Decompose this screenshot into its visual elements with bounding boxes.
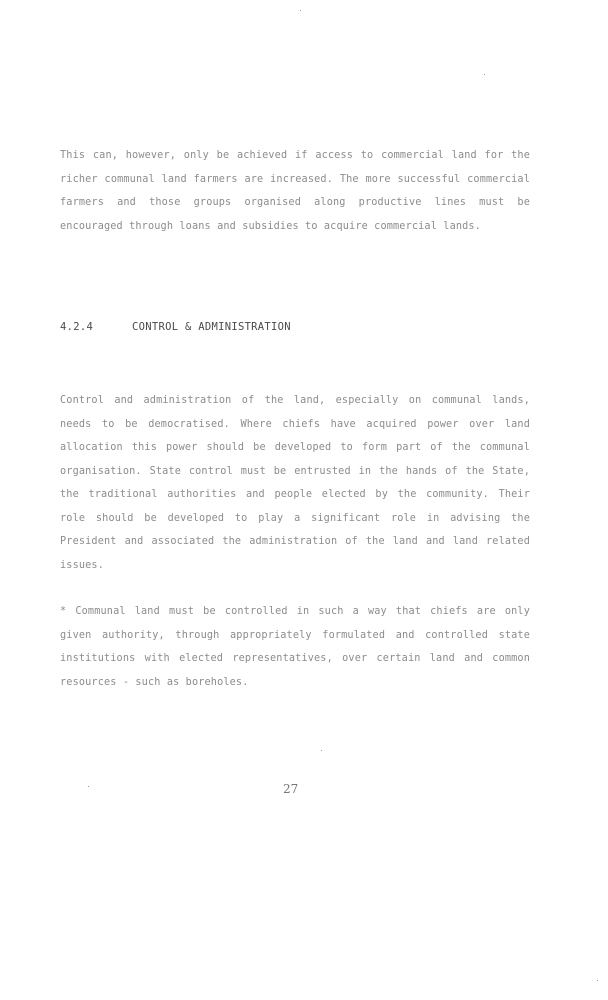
paragraph-control-administration: Control and administration of the land, especially on communal lands, needs to be democratised. Where chiefs have acquired power over land allocation this power should be developed to form part of the communal organisation. State control must be entrusted in the hands of the State, the traditional authorities and people elected by the community. Their role should be developed to play a significant role in advising the President and associated the administration of the land and land related issues.: [60, 395, 530, 571]
scan-speck: [321, 750, 322, 751]
section-heading: [60, 321, 291, 333]
scan-speck: [88, 786, 89, 787]
section-title: CONTROL & ADMINISTRATION: [132, 321, 291, 333]
scan-speck: [300, 10, 301, 11]
paragraph-commercial-land-access: This can, however, only be achieved if access to commercial land for the richer communal land farmers are increased. The more successful commercial farmers and those groups organised along productive lines must be encouraged through loans and subsidies to acquire commercial lands.: [60, 150, 530, 232]
scan-speck: [484, 74, 485, 75]
scan-speck: [597, 980, 598, 981]
section-number: 4.2.4: [60, 321, 94, 333]
page-number: 27: [283, 782, 299, 796]
paragraph-communal-land-bullet: * Communal land must be controlled in such a way that chiefs are only given authority, through appropriately formulated and controlled state institutions with elected representatives, over certain land and common resources - such as boreholes.: [60, 606, 530, 688]
